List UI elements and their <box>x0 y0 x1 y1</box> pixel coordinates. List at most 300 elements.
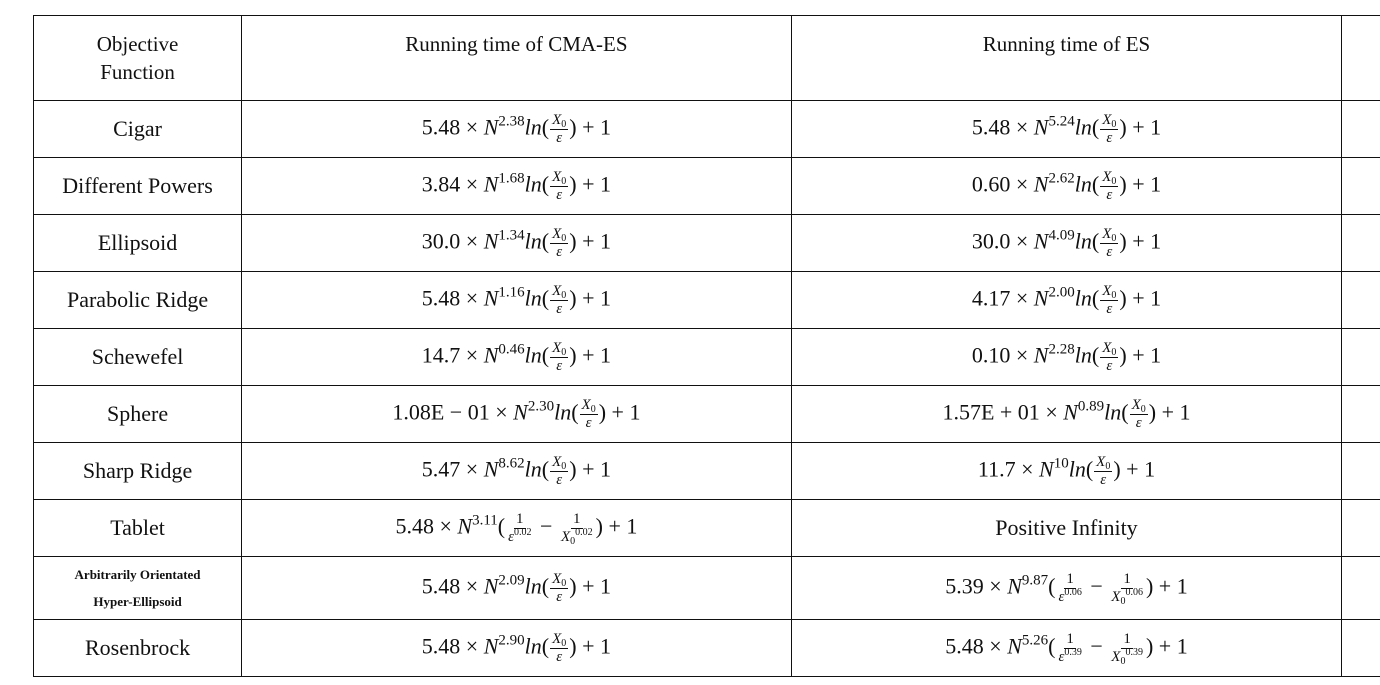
symbol-times: × <box>1015 285 1029 311</box>
fraction-x0-over-eps <box>550 170 568 203</box>
symbol-one: 1 <box>516 510 524 527</box>
formula-exponent: 3.11 <box>472 512 498 529</box>
fraction-numerator <box>1100 113 1118 130</box>
symbol-X: X <box>1096 453 1106 470</box>
symbol-rparen: ) <box>569 114 577 140</box>
formula <box>422 170 611 203</box>
symbol-plus_one: + 1 <box>582 573 612 599</box>
cell-extra <box>1342 158 1380 215</box>
symbol-rparen: ) <box>569 573 577 599</box>
objective-name-line1: Arbitrarily Orientated <box>74 567 201 582</box>
subscript-zero: 0 <box>561 460 567 472</box>
cell-extra <box>1342 272 1380 329</box>
symbol-rparen: ) <box>569 171 577 197</box>
formula-coefficient: 5.48 <box>971 114 1011 140</box>
formula <box>422 632 611 665</box>
symbol-rparen: ) <box>1119 342 1127 368</box>
symbol-ln: ln <box>524 633 542 659</box>
symbol-N: N <box>483 285 499 311</box>
formula <box>972 170 1161 203</box>
symbol-X: X <box>1102 282 1112 299</box>
cell-extra <box>1342 443 1380 500</box>
symbol-ln: ln <box>1074 342 1092 368</box>
symbol-times: × <box>465 633 479 659</box>
symbol-X: X <box>581 396 591 413</box>
symbol-ln: ln <box>524 456 542 482</box>
fraction-numerator <box>550 572 568 589</box>
symbol-N: N <box>483 456 499 482</box>
formula <box>945 632 1187 665</box>
fraction-power: 0.06 <box>1064 586 1082 598</box>
formula <box>422 572 611 605</box>
cell-objective-function <box>34 158 242 215</box>
symbol-plus_one: + 1 <box>1132 171 1162 197</box>
symbol-N: N <box>483 171 499 197</box>
cell-extra <box>1342 215 1380 272</box>
fraction-denominator <box>554 589 564 605</box>
header-cma-es: Running time of CMA-ES <box>242 16 792 101</box>
symbol-eps: ε <box>1058 648 1065 665</box>
fraction-denominator <box>1056 646 1083 665</box>
formula-exponent: 10 <box>1053 455 1069 472</box>
symbol-N: N <box>1033 285 1049 311</box>
table-row <box>34 557 1380 620</box>
symbol-eps: ε <box>1135 414 1142 431</box>
table-row <box>34 500 1380 557</box>
table-row <box>34 443 1380 500</box>
symbol-plus_one: + 1 <box>1161 399 1191 425</box>
symbol-times: × <box>1015 114 1029 140</box>
cell-objective-function <box>34 386 242 443</box>
fraction-denominator <box>1134 415 1144 431</box>
table-row <box>34 272 1380 329</box>
symbol-N: N <box>483 573 499 599</box>
symbol-plus_one: + 1 <box>582 228 612 254</box>
subscript-zero: 0 <box>1120 595 1126 607</box>
symbol-times: × <box>465 573 479 599</box>
symbol-eps: ε <box>1100 471 1107 488</box>
fraction-one-over-eps-pow <box>1056 632 1083 665</box>
formula-exponent: 5.26 <box>1021 632 1049 649</box>
symbol-N: N <box>1063 399 1078 425</box>
symbol-times: × <box>465 171 479 197</box>
symbol-eps: ε <box>556 186 563 203</box>
symbol-eps: ε <box>1106 186 1113 203</box>
symbol-plus_one: + 1 <box>582 171 612 197</box>
fraction-numerator <box>1094 455 1112 472</box>
symbol-lparen: ( <box>1091 228 1100 254</box>
cell-cma-es-runtime <box>242 158 792 215</box>
fraction-denominator <box>1104 187 1114 203</box>
symbol-eps: ε <box>556 648 563 665</box>
symbol-ln: ln <box>554 399 572 425</box>
symbol-eps: ε <box>556 129 563 146</box>
symbol-plus_one: + 1 <box>1132 342 1162 368</box>
symbol-plus_one: + 1 <box>608 513 638 539</box>
header-objective-line1: Objective <box>96 32 179 56</box>
symbol-minus: − <box>540 513 553 539</box>
objective-name: Different Powers <box>62 173 213 198</box>
formula-coefficient: 5.48 <box>421 573 461 599</box>
formula <box>972 113 1161 146</box>
fraction-numerator <box>1100 341 1118 358</box>
symbol-plus_one: + 1 <box>1158 573 1188 599</box>
table-body <box>34 101 1380 677</box>
formula-exponent: 2.09 <box>498 572 525 589</box>
symbol-X: X <box>552 282 562 299</box>
formula-exponent: 9.87 <box>1021 572 1049 589</box>
formula-exponent: 1.16 <box>498 284 525 301</box>
formula-coefficient: 5.48 <box>945 633 984 659</box>
symbol-rparen: ) <box>569 285 577 311</box>
table-row <box>34 620 1380 677</box>
cell-cma-es-runtime <box>242 557 792 620</box>
cell-es-runtime <box>791 443 1342 500</box>
symbol-X: X <box>1131 396 1141 413</box>
symbol-X: X <box>552 225 562 242</box>
objective-name: Sphere <box>107 401 169 426</box>
symbol-X: X <box>552 453 562 470</box>
formula-coefficient: 5.48 <box>395 513 434 539</box>
symbol-plus_one: + 1 <box>611 399 641 425</box>
fraction-x0-over-eps <box>1100 113 1118 146</box>
symbol-X: X <box>1102 225 1112 242</box>
fraction-numerator <box>550 284 568 301</box>
cell-objective-function <box>34 500 242 557</box>
fraction-denominator <box>554 472 564 488</box>
symbol-ln: ln <box>524 573 542 599</box>
cell-es-runtime <box>791 386 1342 443</box>
cell-extra <box>1342 101 1380 158</box>
symbol-ln: ln <box>524 228 542 254</box>
fraction-numerator <box>550 632 568 649</box>
fraction-denominator <box>1104 358 1114 374</box>
formula-coefficient: 1.08E − 01 <box>392 399 490 425</box>
formula <box>995 517 1137 539</box>
symbol-rparen: ) <box>1119 228 1127 254</box>
symbol-plus_one: + 1 <box>1158 633 1188 659</box>
fraction-denominator <box>554 649 564 665</box>
fraction-numerator <box>580 398 598 415</box>
cell-es-runtime <box>791 620 1342 677</box>
symbol-lparen: ( <box>541 228 550 254</box>
fraction-denominator <box>1109 646 1145 667</box>
symbol-times: × <box>495 399 508 425</box>
fraction-one-over-x0-pow <box>1109 572 1145 605</box>
symbol-rparen: ) <box>1119 171 1127 197</box>
subscript-zero: 0 <box>1111 289 1117 301</box>
symbol-X: X <box>1102 111 1112 128</box>
symbol-one: 1 <box>1066 630 1074 647</box>
subscript-zero: 0 <box>1140 403 1146 415</box>
fraction-power: 0.39 <box>1125 646 1143 658</box>
symbol-X: X <box>560 528 571 545</box>
formula-coefficient: 5.39 <box>945 573 984 599</box>
symbol-eps: ε <box>1106 300 1113 317</box>
cell-objective-function <box>34 557 242 620</box>
formula <box>972 284 1161 317</box>
symbol-lparen: ( <box>497 513 506 539</box>
symbol-eps: ε <box>585 414 592 431</box>
symbol-X: X <box>552 570 562 587</box>
symbol-ln: ln <box>1074 171 1092 197</box>
symbol-rparen: ) <box>569 633 577 659</box>
formula-coefficient: 11.7 <box>977 456 1016 482</box>
fraction-one-over-eps-pow <box>1056 572 1083 605</box>
fraction-x0-over-eps <box>1100 341 1118 374</box>
symbol-eps: ε <box>1106 129 1113 146</box>
symbol-eps: ε <box>556 300 563 317</box>
symbol-plus_one: + 1 <box>582 342 612 368</box>
symbol-rparen: ) <box>569 228 577 254</box>
symbol-rparen: ) <box>1119 285 1127 311</box>
cell-es-runtime <box>791 557 1342 620</box>
symbol-X: X <box>552 168 562 185</box>
cell-extra <box>1342 329 1380 386</box>
formula <box>422 113 611 146</box>
formula-coefficient: 1.57E + 01 <box>942 399 1040 425</box>
objective-name: Rosenbrock <box>85 635 191 660</box>
fraction-numerator <box>550 227 568 244</box>
symbol-N: N <box>513 399 528 425</box>
objective-name: Cigar <box>113 116 162 141</box>
symbol-rparen: ) <box>569 456 577 482</box>
symbol-N: N <box>1033 114 1049 140</box>
cell-extra <box>1342 620 1380 677</box>
symbol-eps: ε <box>556 357 563 374</box>
symbol-ln: ln <box>1074 285 1092 311</box>
symbol-N: N <box>1033 228 1049 254</box>
symbol-N: N <box>457 513 473 539</box>
subscript-zero: 0 <box>1120 655 1126 667</box>
cell-cma-es-runtime <box>242 329 792 386</box>
symbol-lparen: ( <box>1091 171 1100 197</box>
formula <box>942 398 1190 431</box>
symbol-rparen: ) <box>598 399 607 425</box>
symbol-ln: ln <box>524 285 542 311</box>
symbol-minus: − <box>1090 633 1103 659</box>
symbol-plus_one: + 1 <box>1126 456 1156 482</box>
fraction-numerator <box>1100 227 1118 244</box>
formula-exponent: 2.38 <box>498 113 525 130</box>
subscript-zero: 0 <box>561 289 567 301</box>
symbol-ln: ln <box>1104 399 1122 425</box>
symbol-one: 1 <box>573 510 581 527</box>
fraction-denominator <box>559 526 595 547</box>
formula-exponent: 2.30 <box>527 398 555 415</box>
fraction-x0-over-eps <box>550 572 568 605</box>
fraction-denominator <box>1104 244 1114 260</box>
formula-coefficient: 3.84 <box>421 171 461 197</box>
symbol-times: × <box>1021 456 1034 482</box>
formula <box>945 572 1187 605</box>
symbol-eps: ε <box>556 588 563 605</box>
symbol-lparen: ( <box>1085 456 1094 482</box>
cell-es-runtime <box>791 101 1342 158</box>
formula-exponent: 2.28 <box>1048 341 1075 358</box>
runtime-comparison-table <box>33 15 1380 677</box>
cell-objective-function <box>34 620 242 677</box>
subscript-zero: 0 <box>1111 232 1117 244</box>
table-header-row <box>34 16 1380 101</box>
symbol-N: N <box>483 114 499 140</box>
subscript-zero: 0 <box>561 118 567 130</box>
symbol-X: X <box>1111 648 1121 665</box>
fraction-x0-over-eps <box>1130 398 1148 431</box>
fraction-denominator <box>1098 472 1108 488</box>
subscript-zero: 0 <box>561 232 567 244</box>
formula <box>972 227 1161 260</box>
symbol-times: × <box>1015 171 1029 197</box>
cell-objective-function <box>34 101 242 158</box>
symbol-N: N <box>1033 171 1049 197</box>
cell-extra <box>1342 557 1380 620</box>
symbol-plus_one: + 1 <box>582 633 612 659</box>
cell-cma-es-runtime <box>242 500 792 557</box>
symbol-X: X <box>552 111 562 128</box>
formula-exponent: 4.09 <box>1048 227 1075 244</box>
formula <box>422 284 611 317</box>
cell-es-runtime <box>791 158 1342 215</box>
symbol-N: N <box>1007 633 1022 659</box>
fraction-numerator <box>1100 170 1118 187</box>
fraction-denominator <box>1056 586 1083 605</box>
fraction-numerator <box>1100 284 1118 301</box>
symbol-ln: ln <box>1074 114 1092 140</box>
subscript-zero: 0 <box>561 175 567 187</box>
cell-es-runtime <box>791 329 1342 386</box>
symbol-ln: ln <box>1068 456 1086 482</box>
fraction-denominator <box>554 130 564 146</box>
cell-objective-function <box>34 272 242 329</box>
symbol-one: 1 <box>1123 630 1131 647</box>
formula-coefficient: 5.48 <box>421 114 461 140</box>
symbol-times: × <box>1045 399 1058 425</box>
formula-coefficient: 14.7 <box>421 342 461 368</box>
symbol-lparen: ( <box>541 456 550 482</box>
symbol-N: N <box>1039 456 1054 482</box>
formula-exponent: 2.62 <box>1048 170 1075 187</box>
objective-name: Parabolic Ridge <box>66 287 209 312</box>
symbol-rparen: ) <box>1145 573 1154 599</box>
symbol-plus_one: + 1 <box>1132 285 1162 311</box>
symbol-one: 1 <box>1123 570 1131 587</box>
cell-cma-es-runtime <box>242 101 792 158</box>
fraction-x0-over-eps <box>580 398 598 431</box>
formula-coefficient: 5.47 <box>421 456 461 482</box>
fraction-denominator <box>554 301 564 317</box>
fraction-power: 0.02 <box>575 526 593 538</box>
objective-name: Tablet <box>110 515 165 540</box>
symbol-plus_one: + 1 <box>582 285 612 311</box>
fraction-x0-over-eps <box>1100 227 1118 260</box>
formula <box>392 398 640 431</box>
fraction-denominator <box>1104 130 1114 146</box>
symbol-ln: ln <box>524 171 542 197</box>
symbol-times: × <box>465 228 479 254</box>
symbol-rparen: ) <box>1148 399 1157 425</box>
symbol-times: × <box>1015 228 1029 254</box>
symbol-times: × <box>989 573 1002 599</box>
symbol-rparen: ) <box>1145 633 1154 659</box>
objective-name: Schewefel <box>91 344 184 369</box>
formula-exponent: 8.62 <box>498 455 525 472</box>
header-es: Running time of ES <box>791 16 1342 101</box>
fraction-power: 0.06 <box>1125 586 1143 598</box>
symbol-N: N <box>1007 573 1022 599</box>
symbol-X: X <box>1102 339 1112 356</box>
symbol-times: × <box>465 114 479 140</box>
subscript-zero: 0 <box>1111 118 1117 130</box>
formula-text: Positive Infinity <box>995 515 1138 540</box>
fraction-x0-over-eps <box>1100 170 1118 203</box>
symbol-plus_one: + 1 <box>582 114 612 140</box>
cell-es-runtime <box>791 272 1342 329</box>
fraction-numerator <box>550 113 568 130</box>
symbol-rparen: ) <box>1119 114 1127 140</box>
formula-coefficient: 5.48 <box>421 285 461 311</box>
symbol-eps: ε <box>556 243 563 260</box>
formula-coefficient: 5.48 <box>421 633 461 659</box>
symbol-N: N <box>483 342 499 368</box>
cell-objective-function <box>34 443 242 500</box>
symbol-lparen: ( <box>571 399 579 425</box>
fraction-denominator <box>506 526 533 545</box>
symbol-rparen: ) <box>1113 456 1121 482</box>
cell-cma-es-runtime <box>242 620 792 677</box>
table-row <box>34 215 1380 272</box>
symbol-lparen: ( <box>541 633 550 659</box>
formula-exponent: 0.46 <box>498 341 525 358</box>
fraction-one-over-x0-pow <box>559 512 595 545</box>
symbol-times: × <box>439 513 452 539</box>
symbol-plus_one: + 1 <box>1132 114 1162 140</box>
header-objective-line2: Function <box>100 60 175 84</box>
fraction-denominator <box>554 187 564 203</box>
formula <box>395 512 637 545</box>
fraction-numerator <box>1130 398 1148 415</box>
fraction-x0-over-eps <box>550 341 568 374</box>
subscript-zero: 0 <box>570 535 576 547</box>
symbol-X: X <box>1111 588 1121 605</box>
symbol-times: × <box>465 285 479 311</box>
fraction-x0-over-eps <box>550 113 568 146</box>
symbol-plus_one: + 1 <box>1132 228 1162 254</box>
subscript-zero: 0 <box>1111 175 1117 187</box>
header-extra-column <box>1342 16 1380 101</box>
fraction-one-over-eps-pow <box>506 512 533 545</box>
formula-coefficient: 0.60 <box>971 171 1011 197</box>
table-row <box>34 386 1380 443</box>
fraction-numerator <box>550 341 568 358</box>
formula-exponent: 1.68 <box>498 170 525 187</box>
symbol-N: N <box>483 228 499 254</box>
symbol-eps: ε <box>1058 588 1065 605</box>
symbol-lparen: ( <box>1048 573 1056 599</box>
fraction-power: 0.02 <box>514 526 532 538</box>
table-row <box>34 101 1380 158</box>
symbol-ln: ln <box>524 114 542 140</box>
subscript-zero: 0 <box>561 346 567 358</box>
fraction-x0-over-eps <box>550 284 568 317</box>
fraction-x0-over-eps <box>550 227 568 260</box>
symbol-minus: − <box>1090 573 1103 599</box>
symbol-N: N <box>483 633 499 659</box>
symbol-eps: ε <box>1106 243 1113 260</box>
fraction-power: 0.39 <box>1064 646 1082 658</box>
subscript-zero: 0 <box>590 403 596 415</box>
cell-extra <box>1342 500 1380 557</box>
